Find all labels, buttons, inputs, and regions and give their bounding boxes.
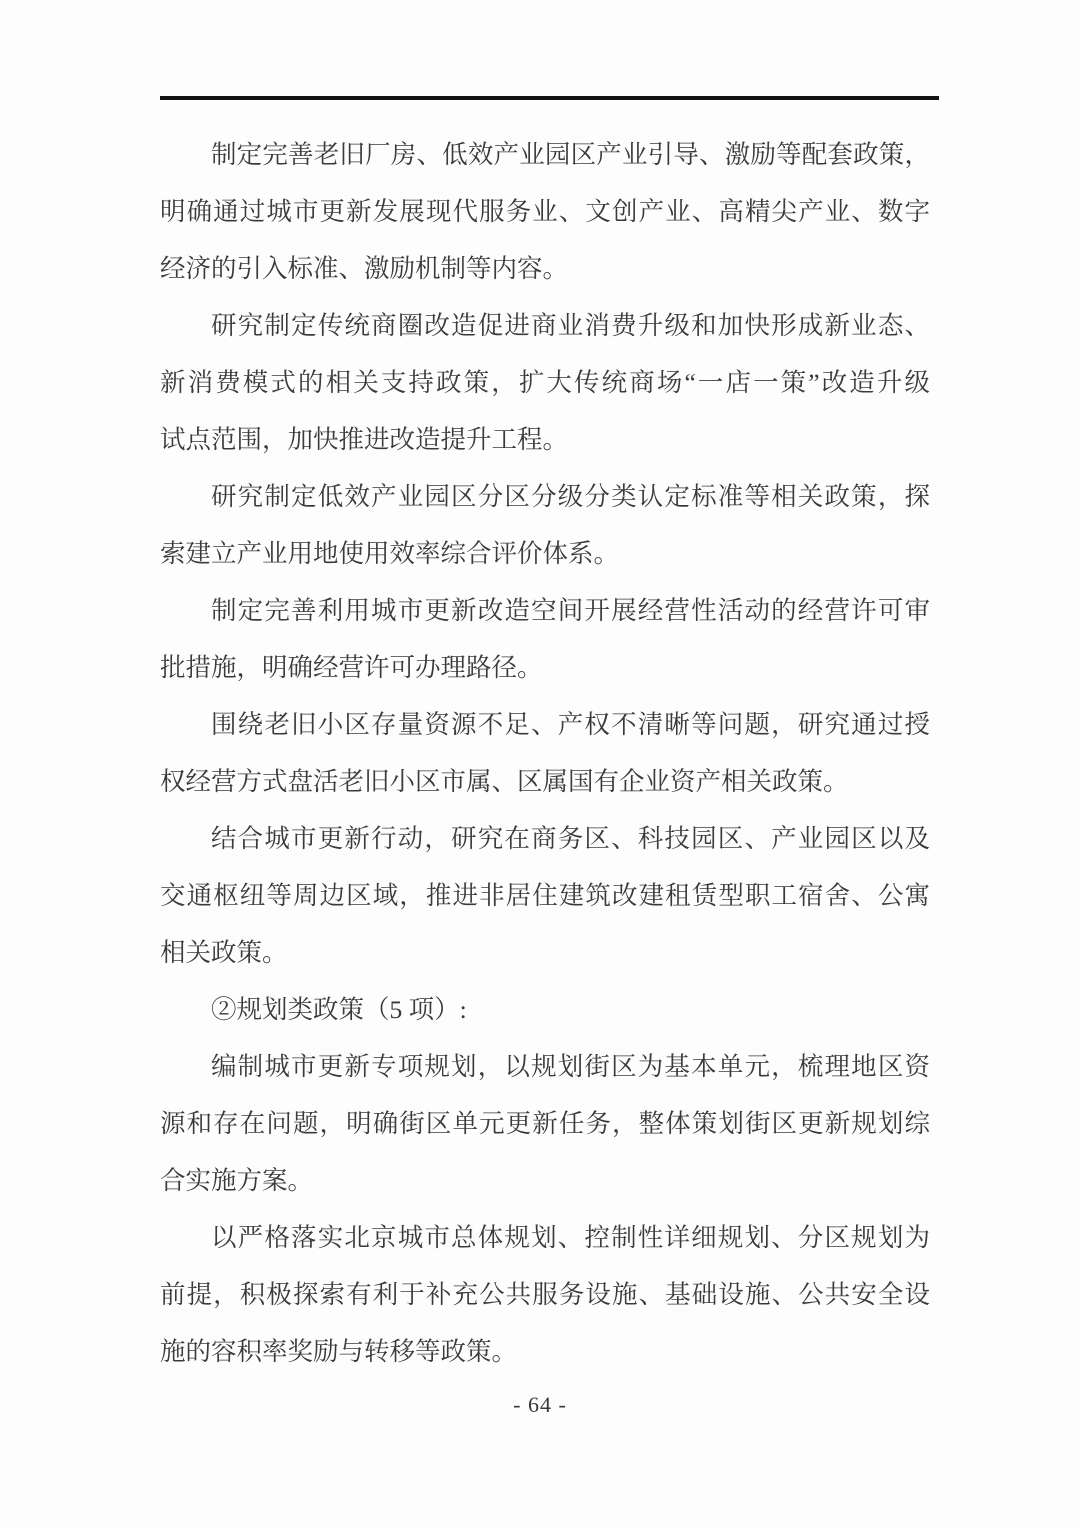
text-line: 制定完善老旧厂房、低效产业园区产业引导、激励等配套政策， [211, 140, 930, 169]
text-line: 围绕老旧小区存量资源不足、产权不清晰等问题，研究通过授 [211, 710, 930, 739]
text-line: 相关政策。 [160, 938, 288, 967]
paragraph [160, 297, 930, 468]
text-line: 交通枢纽等周边区域，推进非居住建筑改建租赁型职工宿舍、公寓 [160, 881, 930, 910]
paragraph [160, 1038, 930, 1209]
text-line: 索建立产业用地使用效率综合评价体系。 [160, 539, 620, 568]
paragraph [160, 468, 930, 582]
paragraph [160, 810, 930, 981]
paragraph [160, 696, 930, 810]
paragraph [160, 582, 930, 696]
paragraph [160, 981, 930, 1038]
text-line: 批措施，明确经营许可办理路径。 [160, 653, 543, 682]
page-number: - 64 - [513, 1392, 567, 1417]
text-line: 源和存在问题，明确街区单元更新任务，整体策划街区更新规划综 [160, 1109, 930, 1138]
text-line: 以严格落实北京城市总体规划、控制性详细规划、分区规划为 [211, 1223, 930, 1252]
paragraph [160, 1209, 930, 1380]
header-rule [160, 96, 939, 100]
text-line: 合实施方案。 [160, 1166, 314, 1195]
text-line: 制定完善利用城市更新改造空间开展经营性活动的经营许可审 [211, 596, 930, 625]
text-line: ②规划类政策（5 项）: [211, 995, 467, 1024]
document-body [160, 126, 930, 1380]
text-line: 研究制定低效产业园区分区分级分类认定标准等相关政策，探 [211, 482, 930, 511]
text-line: 明确通过城市更新发展现代服务业、文创产业、高精尖产业、数字 [160, 197, 930, 226]
paragraph [160, 126, 930, 297]
text-line: 结合城市更新行动，研究在商务区、科技园区、产业园区以及 [211, 824, 930, 853]
text-line: 编制城市更新专项规划，以规划街区为基本单元，梳理地区资 [211, 1052, 930, 1081]
text-line: 研究制定传统商圈改造促进商业消费升级和加快形成新业态、 [211, 311, 930, 340]
text-line: 施的容积率奖励与转移等政策。 [160, 1337, 518, 1366]
text-line: 权经营方式盘活老旧小区市属、区属国有企业资产相关政策。 [160, 767, 849, 796]
text-line: 试点范围，加快推进改造提升工程。 [160, 425, 569, 454]
text-line: 前提，积极探索有利于补充公共服务设施、基础设施、公共安全设 [160, 1280, 930, 1309]
text-line: 经济的引入标准、激励机制等内容。 [160, 254, 569, 283]
text-line: 新消费模式的相关支持政策，扩大传统商场“一店一策”改造升级 [160, 368, 930, 397]
